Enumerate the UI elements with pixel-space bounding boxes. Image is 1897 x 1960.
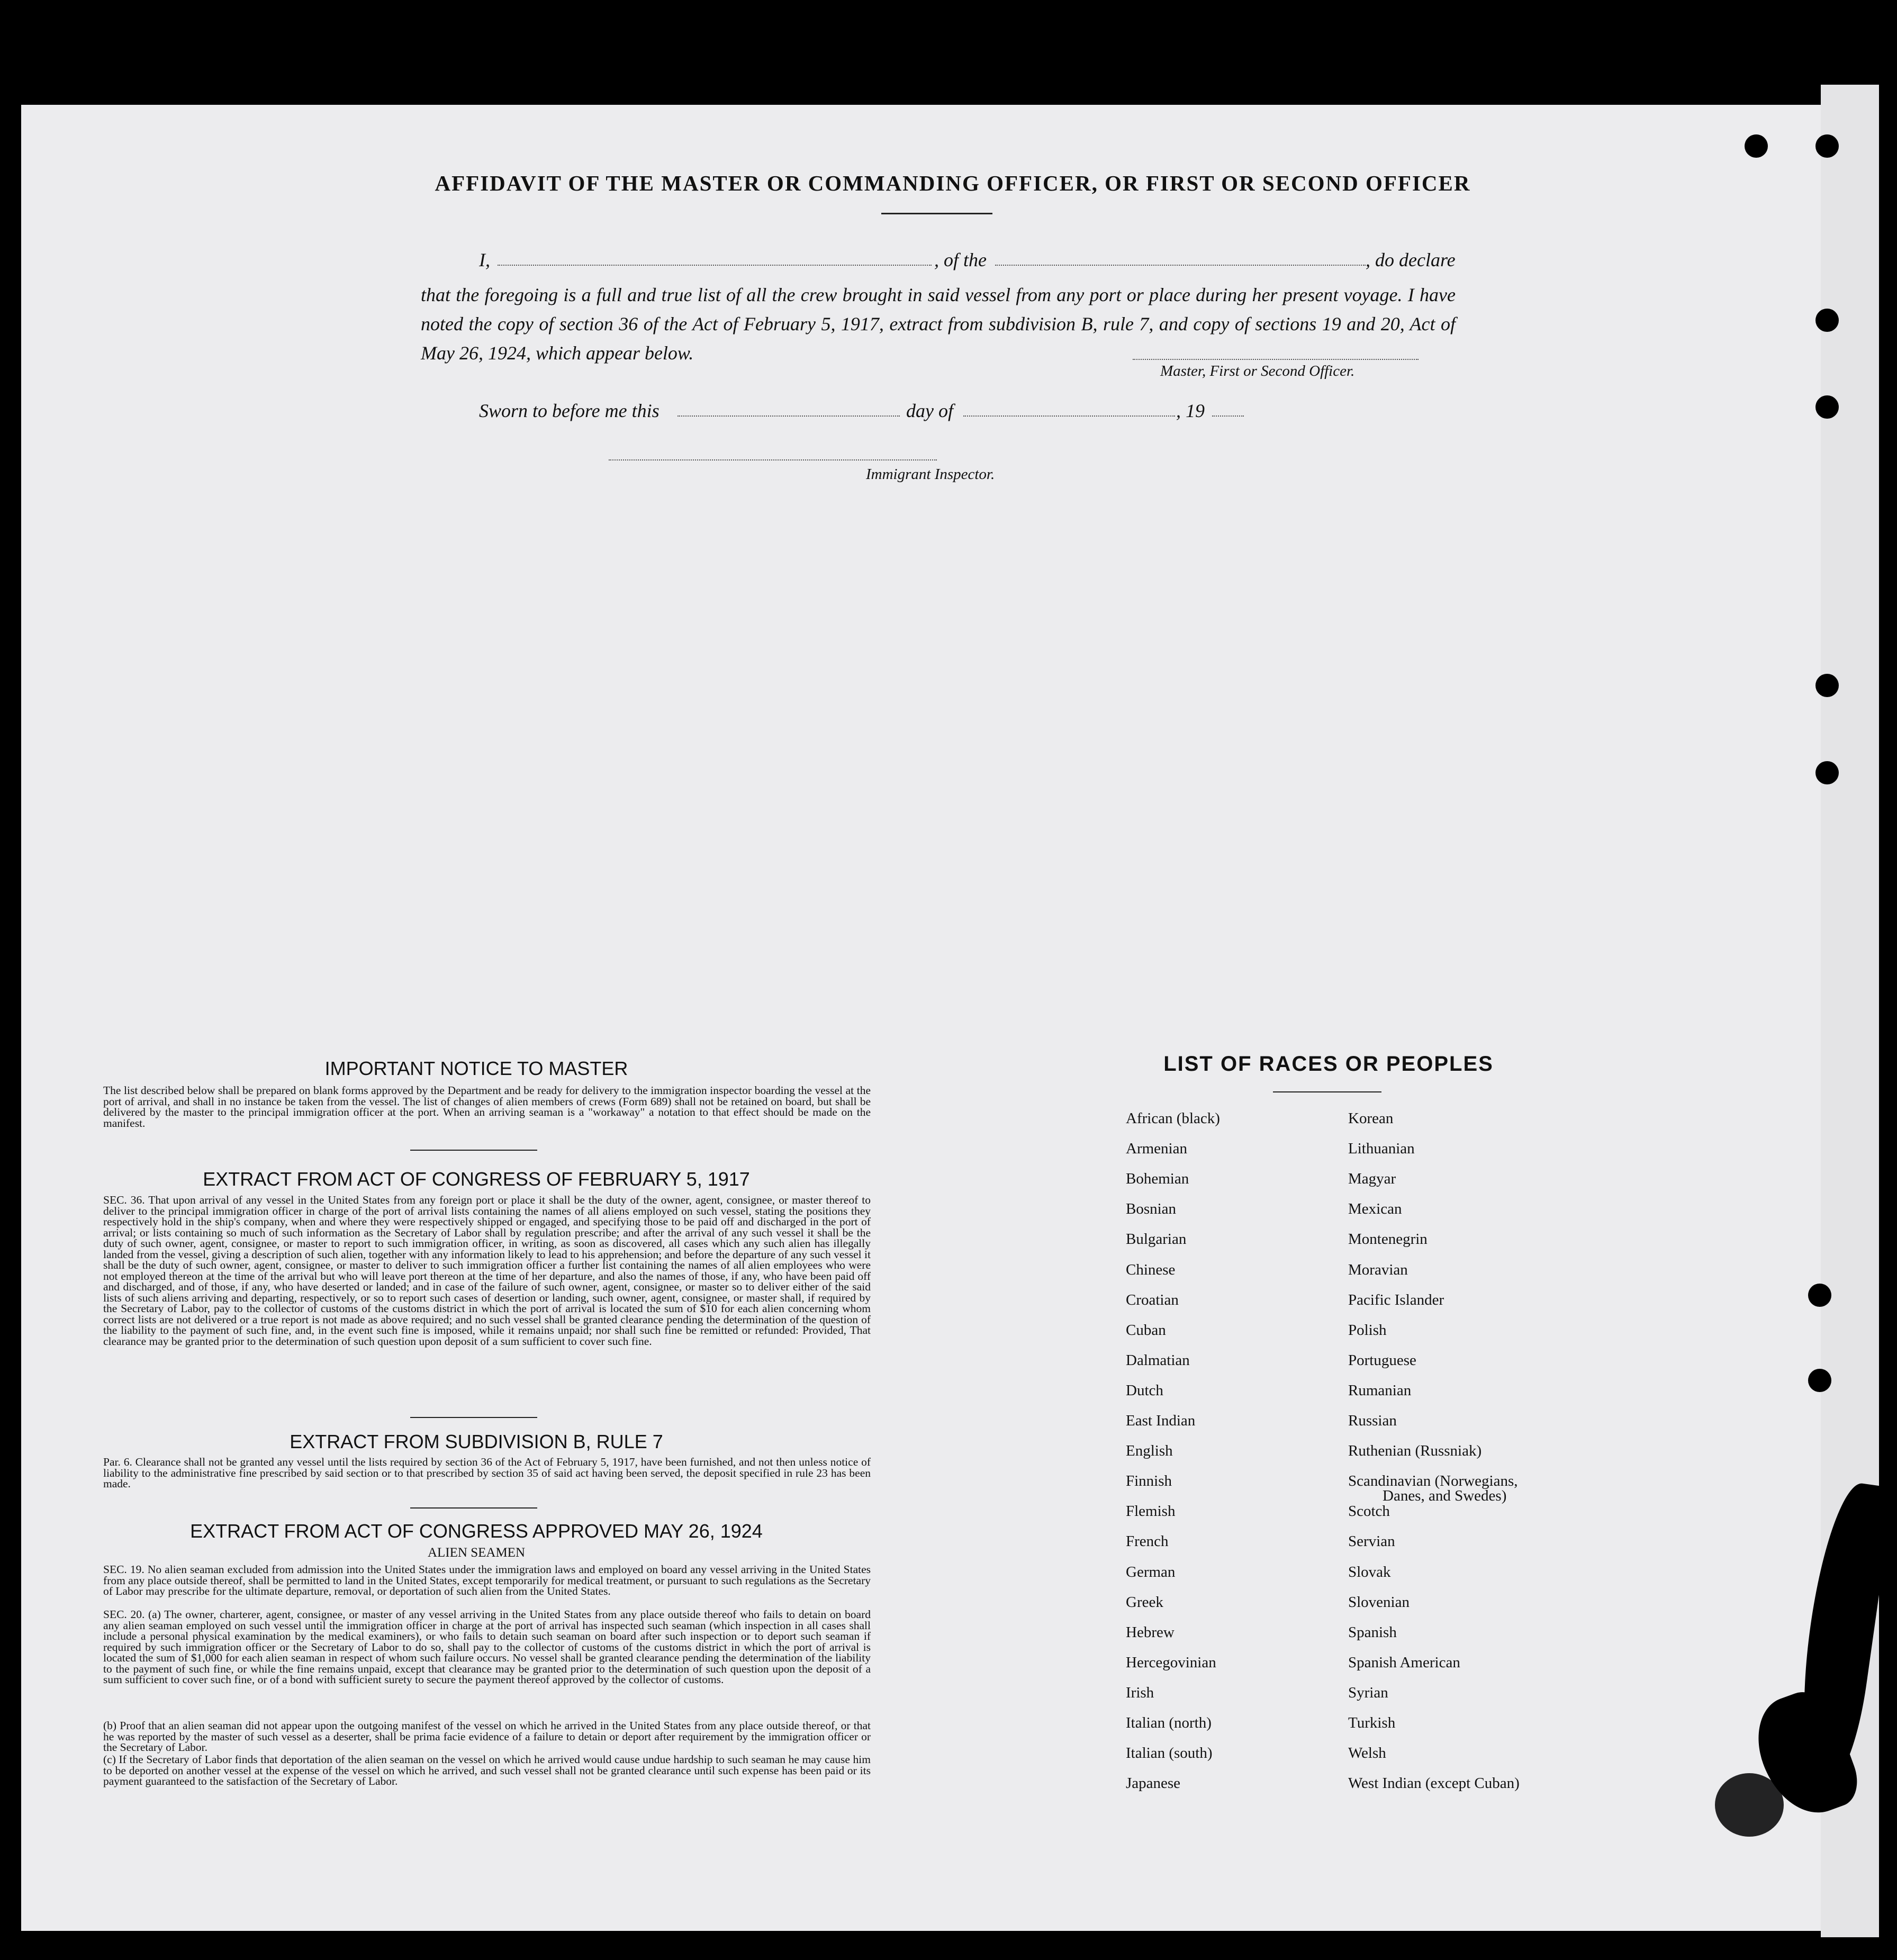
race-item: Pacific Islander (1348, 1291, 1444, 1308)
sec20b-text: (b) Proof that an alien seaman did not appear upon the outgoing manifest of the vessel on which he arrived in the United States from any place outside thereof, or that he was reported by the master of such vessel as a deserter, shall be prima facie evidence of a failure to detain or deport after requirement by the immigration officer or the Secretary of Labor. (103, 1719, 871, 1754)
race-item: Dalmatian (1126, 1351, 1190, 1369)
notice-text: The list described below shall be prepared on blank forms approved by the Department and be ready for delivery to the immigration inspector boarding the vessel at the port of arrival, and shall in no instance be taken from the vessel. The list of changes of alien members of crews (Form 689) shall not be retained on board, but shall be delivered by the master to the principal immigration officer at the port. When an arriving seaman is a "workaway" a notation to that effect should be made on the manifest. (103, 1084, 871, 1130)
race-item: Korean (1348, 1110, 1394, 1127)
sec20c-text: (c) If the Secretary of Labor finds that deportation of the alien seaman on the vessel on which he arrived would cause undue hardship to such seaman he may cause him to be deported on another vessel at the expense of the vessel on which he arrived, and such vessel shall not be granted clearance until such expense has been paid or its payment guaranteed to the satisfaction of the Secretary of Labor. (103, 1753, 871, 1787)
rule7-text: Par. 6. Clearance shall not be granted any vessel until the lists required by section 36 of the Act of February 5, 1917, have been furnished, and not then unless notice of liability to the administrative fine prescribed by said section or to that prescribed by section 35 of said act having been served, the deposit specified in rule 23 has been made. (103, 1456, 871, 1490)
day-of-label: day of (906, 400, 953, 421)
race-item: Montenegrin (1348, 1231, 1428, 1248)
inspector-signature-line (609, 459, 937, 460)
race-item: West Indian (except Cuban) (1348, 1775, 1520, 1792)
race-item: Spanish (1348, 1623, 1397, 1641)
race-item: Croatian (1126, 1291, 1179, 1308)
alien-seamen-subtitle: ALIEN SEAMEN (427, 1546, 525, 1560)
race-item: Bosnian (1126, 1200, 1177, 1218)
sworn-day-line (678, 416, 900, 417)
race-item: Ruthenian (Russniak) (1348, 1442, 1482, 1460)
year-label: , 19 (1176, 400, 1205, 421)
race-item: Lithuanian (1348, 1140, 1415, 1158)
sec19-text: SEC. 19. No alien seaman excluded from admission into the United States under the immigration laws and employed on board any vessel arriving in the United States from any place outside thereof, shall be permitted to land in the United States, except temporarily for medical treatment, or pursuant to such regulations as the Secretary of Labor may prescribe for the ultimate departure, removal, or deportation of such alien from the United States. (103, 1563, 871, 1597)
race-item: Hebrew (1126, 1623, 1175, 1641)
race-item: Polish (1348, 1321, 1387, 1339)
race-item: Syrian (1348, 1684, 1388, 1701)
master-name-line (498, 265, 932, 266)
ink-stain (1715, 1773, 1784, 1837)
notice-title: IMPORTANT NOTICE TO MASTER (324, 1058, 628, 1079)
sworn-label: Sworn to before me this (479, 400, 660, 421)
race-item: Magyar (1348, 1170, 1396, 1188)
affidavit-body: that the foregoing is a full and true list of all the crew brought in said vessel from any port or place during her present voyage. I have noted the copy of section 36 of the Act of February 5, 1917, extract from subdivision B, rule 7, and copy of sections 19 and 20, Act of May 26, 1924, which appear below. (421, 284, 1456, 364)
master-caption: Master, First or Second Officer. (1160, 363, 1355, 380)
title-rule (881, 213, 992, 214)
race-item: Servian (1348, 1533, 1395, 1550)
punch-hole (1808, 1369, 1831, 1392)
punch-hole (1815, 395, 1839, 419)
notice-rule (410, 1150, 537, 1151)
race-item: Japanese (1126, 1775, 1181, 1792)
affidavit-i-label: I, (479, 249, 490, 270)
race-item: Hercegovinian (1126, 1654, 1216, 1671)
race-item: Scandinavian (Norwegians, (1348, 1473, 1518, 1490)
race-item: Irish (1126, 1684, 1154, 1701)
punch-hole (1808, 1284, 1831, 1307)
race-item: Russian (1348, 1412, 1397, 1429)
races-rule (1273, 1091, 1381, 1092)
race-item: Chinese (1126, 1261, 1176, 1278)
race-item: Bulgarian (1126, 1231, 1187, 1248)
race-item: East Indian (1126, 1412, 1196, 1429)
race-item: Greek (1126, 1593, 1163, 1611)
extract-1917-text: SEC. 36. That upon arrival of any vessel in the United States from any foreign port or place it shall be the duty of the owner, agent, consignee, or master thereof to deliver to the principal immigration officer in charge of the port of arrival lists containing the names of all aliens employed on such vessel, stating the positions they respectively hold in the ship's company, when and where they were respectively shipped or engaged, and specifying those to be paid off and discharged in the port of arrival; or lists containing so much of such information as the Secretary of Labor shall by regulation prescribe; and after the arrival of any such vessel it shall be the duty of such owner, agent, consignee, or master to report to such immigration officer, in writing, as soon as discovered, all cases which any such alien has illegally landed from the vessel, giving a description of such alien, together with any information likely to lead to his apprehension; and before the departure of any such vessel it shall be the duty of such owner, agent, consignee, or master to deliver to such immigration officer a further list containing the names of all alien employees who were not employed thereon at the time of the arrival but who will leave port thereon at the time of her departure, and also the names of those, if any, who have been paid off and discharged, and of those, if any, who have deserted or landed; and in case of the failure of such owner, agent, consignee, or master so to deliver either of the said lists of such aliens arriving and departing, respectively, or so to report such cases of desertion or landing, such owner, agent, consignee, or master shall, if required by the Secretary of Labor, pay to the collector of customs of the customs district in which the port of arrival is located the sum of $10 for each alien concerning whom correct lists are not delivered or a true report is not made as above required; and no such vessel shall be granted clearance pending the determination of the question of the liability to the payment of such fine, and, in the event such fine is imposed, while it remains unpaid; nor shall such fine be remitted or refunded: Provided, That clearance may be granted prior to the determination of such question upon deposit of a sum sufficient to cover such fine. (103, 1194, 871, 1348)
race-item: Portuguese (1348, 1351, 1416, 1369)
races-title: LIST OF RACES OR PEOPLES (1163, 1052, 1494, 1076)
race-item: Slovak (1348, 1563, 1391, 1580)
race-item: German (1126, 1563, 1176, 1580)
race-item: English (1126, 1442, 1173, 1460)
race-item: Italian (south) (1126, 1745, 1213, 1762)
race-item: Italian (north) (1126, 1714, 1212, 1731)
race-item: Mexican (1348, 1200, 1402, 1218)
punch-hole (1745, 134, 1768, 158)
race-item: Cuban (1126, 1321, 1166, 1339)
race-item: Welsh (1348, 1745, 1386, 1762)
race-item: Turkish (1348, 1714, 1396, 1731)
race-item: Danes, and Swedes) (1383, 1487, 1507, 1505)
race-item: Slovenian (1348, 1593, 1410, 1611)
punch-hole (1815, 674, 1839, 697)
punch-hole (1815, 761, 1839, 784)
sworn-month-line (963, 416, 1175, 417)
race-item: Armenian (1126, 1140, 1187, 1158)
inspector-caption: Immigrant Inspector. (866, 466, 995, 483)
affidavit-of-label: , of the (934, 249, 987, 270)
race-item: Rumanian (1348, 1381, 1412, 1399)
race-item: African (black) (1126, 1110, 1220, 1127)
rule7-rule (410, 1507, 537, 1509)
race-item: Moravian (1348, 1261, 1408, 1278)
affidavit-declare-label: , do declare (1366, 249, 1456, 270)
punch-hole (1815, 309, 1839, 332)
affidavit-title: AFFIDAVIT OF THE MASTER OR COMMANDING OFFICER, OR FIRST OR SECOND OFFICER (435, 171, 1471, 195)
master-signature-line (1133, 359, 1419, 360)
race-item: Spanish American (1348, 1654, 1460, 1671)
sworn-year-line (1212, 416, 1244, 417)
sec20a-text: SEC. 20. (a) The owner, charterer, agent, consignee, or master of any vessel arriving in the United States from any place outside thereof who fails to detain on board any alien seaman employed on such vessel until the immigration officer in charge at the port of arrival has inspected such seaman (which inspection in all cases shall include a personal physical examination by the medical examiners), or who fails to detain such seaman on board after such inspection or to deport such seaman if required by such immigration officer or the Secretary of Labor to do so, shall pay to the collector of customs of the customs district in which the port of arrival is located the sum of $1,000 for each alien seaman in respect of whom such failure occurs. No vessel shall be granted clearance pending the determination of the liability to the payment of such fine, or while the fine remains unpaid, except that clearance may be granted prior to the determination of such question upon the deposit of a sum sufficient to cover such fine, or of a bond with sufficient surety to secure the payment thereof approved by the collector of customs. (103, 1608, 871, 1686)
rule7-title: EXTRACT FROM SUBDIVISION B, RULE 7 (290, 1431, 663, 1452)
race-item: French (1126, 1533, 1169, 1550)
extract-1917-rule (410, 1417, 537, 1418)
vessel-name-line (995, 265, 1366, 266)
race-item: Finnish (1126, 1473, 1172, 1490)
punch-hole (1815, 134, 1839, 158)
extract-1917-title: EXTRACT FROM ACT OF CONGRESS OF FEBRUARY 5, 1917 (203, 1168, 750, 1190)
race-item: Dutch (1126, 1381, 1163, 1399)
race-item: Flemish (1126, 1503, 1176, 1520)
extract-1924-title: EXTRACT FROM ACT OF CONGRESS APPROVED MAY 26, 1924 (190, 1520, 763, 1542)
race-item: Scotch (1348, 1503, 1390, 1520)
race-item: Bohemian (1126, 1170, 1189, 1188)
